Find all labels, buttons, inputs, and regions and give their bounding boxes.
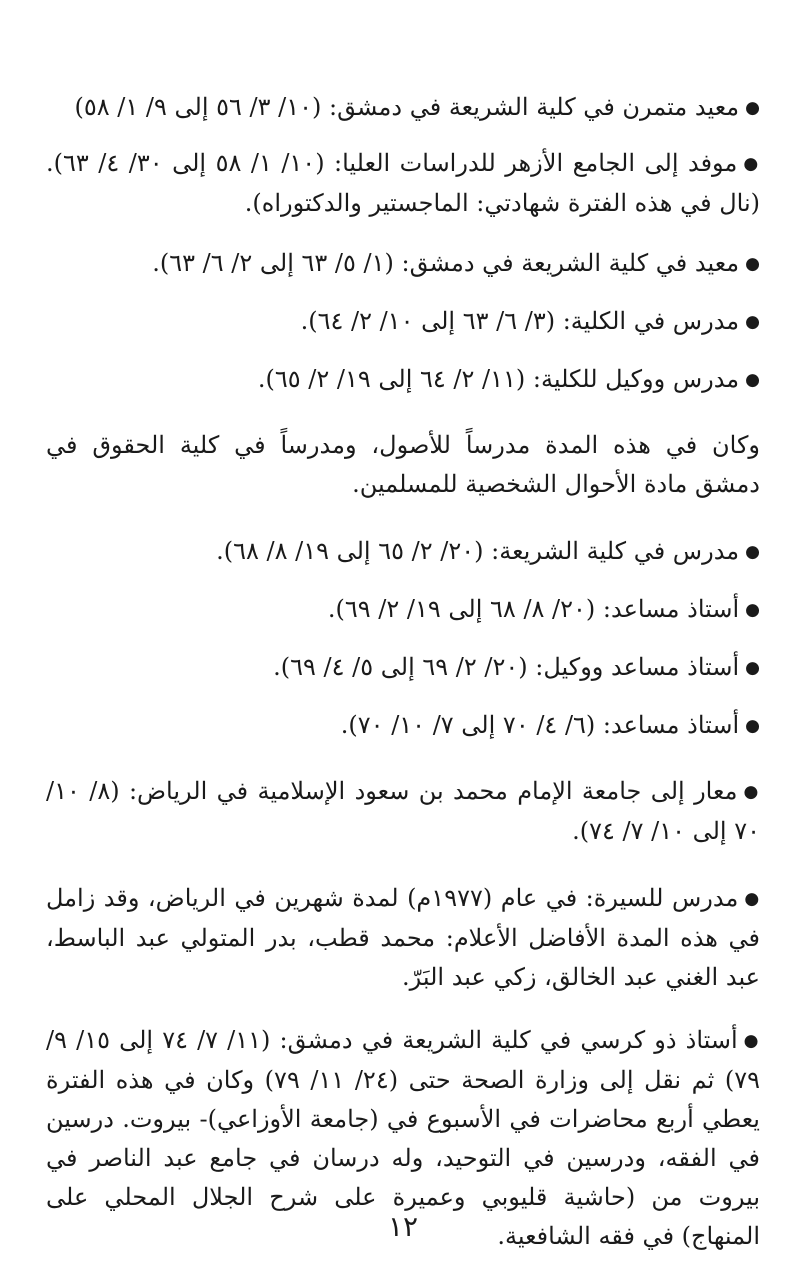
paragraph: ● مدرس ووكيل للكلية: (١١/ ٢/ ٦٤ إلى ١٩/ ٢/ ٦٥).: [46, 360, 760, 400]
paragraph: ● مدرس في الكلية: (٣/ ٦/ ٦٣ إلى ١٠/ ٢/ ٦٤).: [46, 302, 760, 342]
paragraph: وكان في هذه المدة مدرساً للأصول، ومدرساً في كلية الحقوق في دمشق مادة الأحوال الشخصية للمسلمين.: [46, 431, 760, 498]
paragraph: ● أستاذ مساعد ووكيل: (٢٠/ ٢/ ٦٩ إلى ٥/ ٤/ ٦٩).: [46, 648, 760, 688]
paragraph: ● أستاذ مساعد: (٦/ ٤/ ٧٠ إلى ٧/ ١٠/ ٧٠).: [46, 706, 760, 746]
paragraph: ● معار إلى جامعة الإمام محمد بن سعود الإسلامية في الرياض: (٨/ ١٠/ ٧٠ إلى ١٠/ ٧/ ٧٤).: [46, 772, 760, 851]
paragraph: ● أستاذ ذو كرسي في كلية الشريعة في دمشق: (١١/ ٧/ ٧٤ إلى ١٥/ ٩/ ٧٩) ثم نقل إلى وزارة الصحة حتى (٢٤/ ١١/ ٧٩) وكان في هذه الفترة يعطي أربع محاضرات في الأسبوع في (جامعة الأوزاعي)- بيروت. درسين في الفقه، ودرسين في التوحيد، وله درسان في جامع عبد الناصر في بيروت من (حاشية قليوبي وعميرة على شرح الجلال المحلي على المنهاج) في فقه الشافعية.: [46, 1021, 760, 1256]
paragraph: ● مدرس للسيرة: في عام (١٩٧٧م) لمدة شهرين في الرياض، وقد زامل في هذه المدة الأفاضل الأعلام: محمد قطب، بدر المتولي عبد الباسط، عبد الغني عبد الخالق، زكي عبد البَرّ.: [46, 879, 760, 997]
paragraph: ● مدرس في كلية الشريعة: (٢٠/ ٢/ ٦٥ إلى ١٩/ ٨/ ٦٨).: [46, 532, 760, 572]
page-number: ١٢: [387, 1210, 419, 1243]
paragraph: ● معيد في كلية الشريعة في دمشق: (١/ ٥/ ٦٣ إلى ٢/ ٦/ ٦٣).: [46, 244, 760, 284]
paragraph: ● أستاذ مساعد: (٢٠/ ٨/ ٦٨ إلى ١٩/ ٢/ ٦٩).: [46, 590, 760, 630]
paragraph: ● موفد إلى الجامع الأزهر للدراسات العليا: (١٠/ ١/ ٥٨ إلى ٣٠/ ٤/ ٦٣). (نال في هذه الفترة شهادتي: الماجستير والدكتوراه).: [46, 144, 760, 223]
paragraph: ● معيد متمرن في كلية الشريعة في دمشق: (١٠/ ٣/ ٥٦ إلى ٩/ ١/ ٥٨): [46, 88, 760, 128]
